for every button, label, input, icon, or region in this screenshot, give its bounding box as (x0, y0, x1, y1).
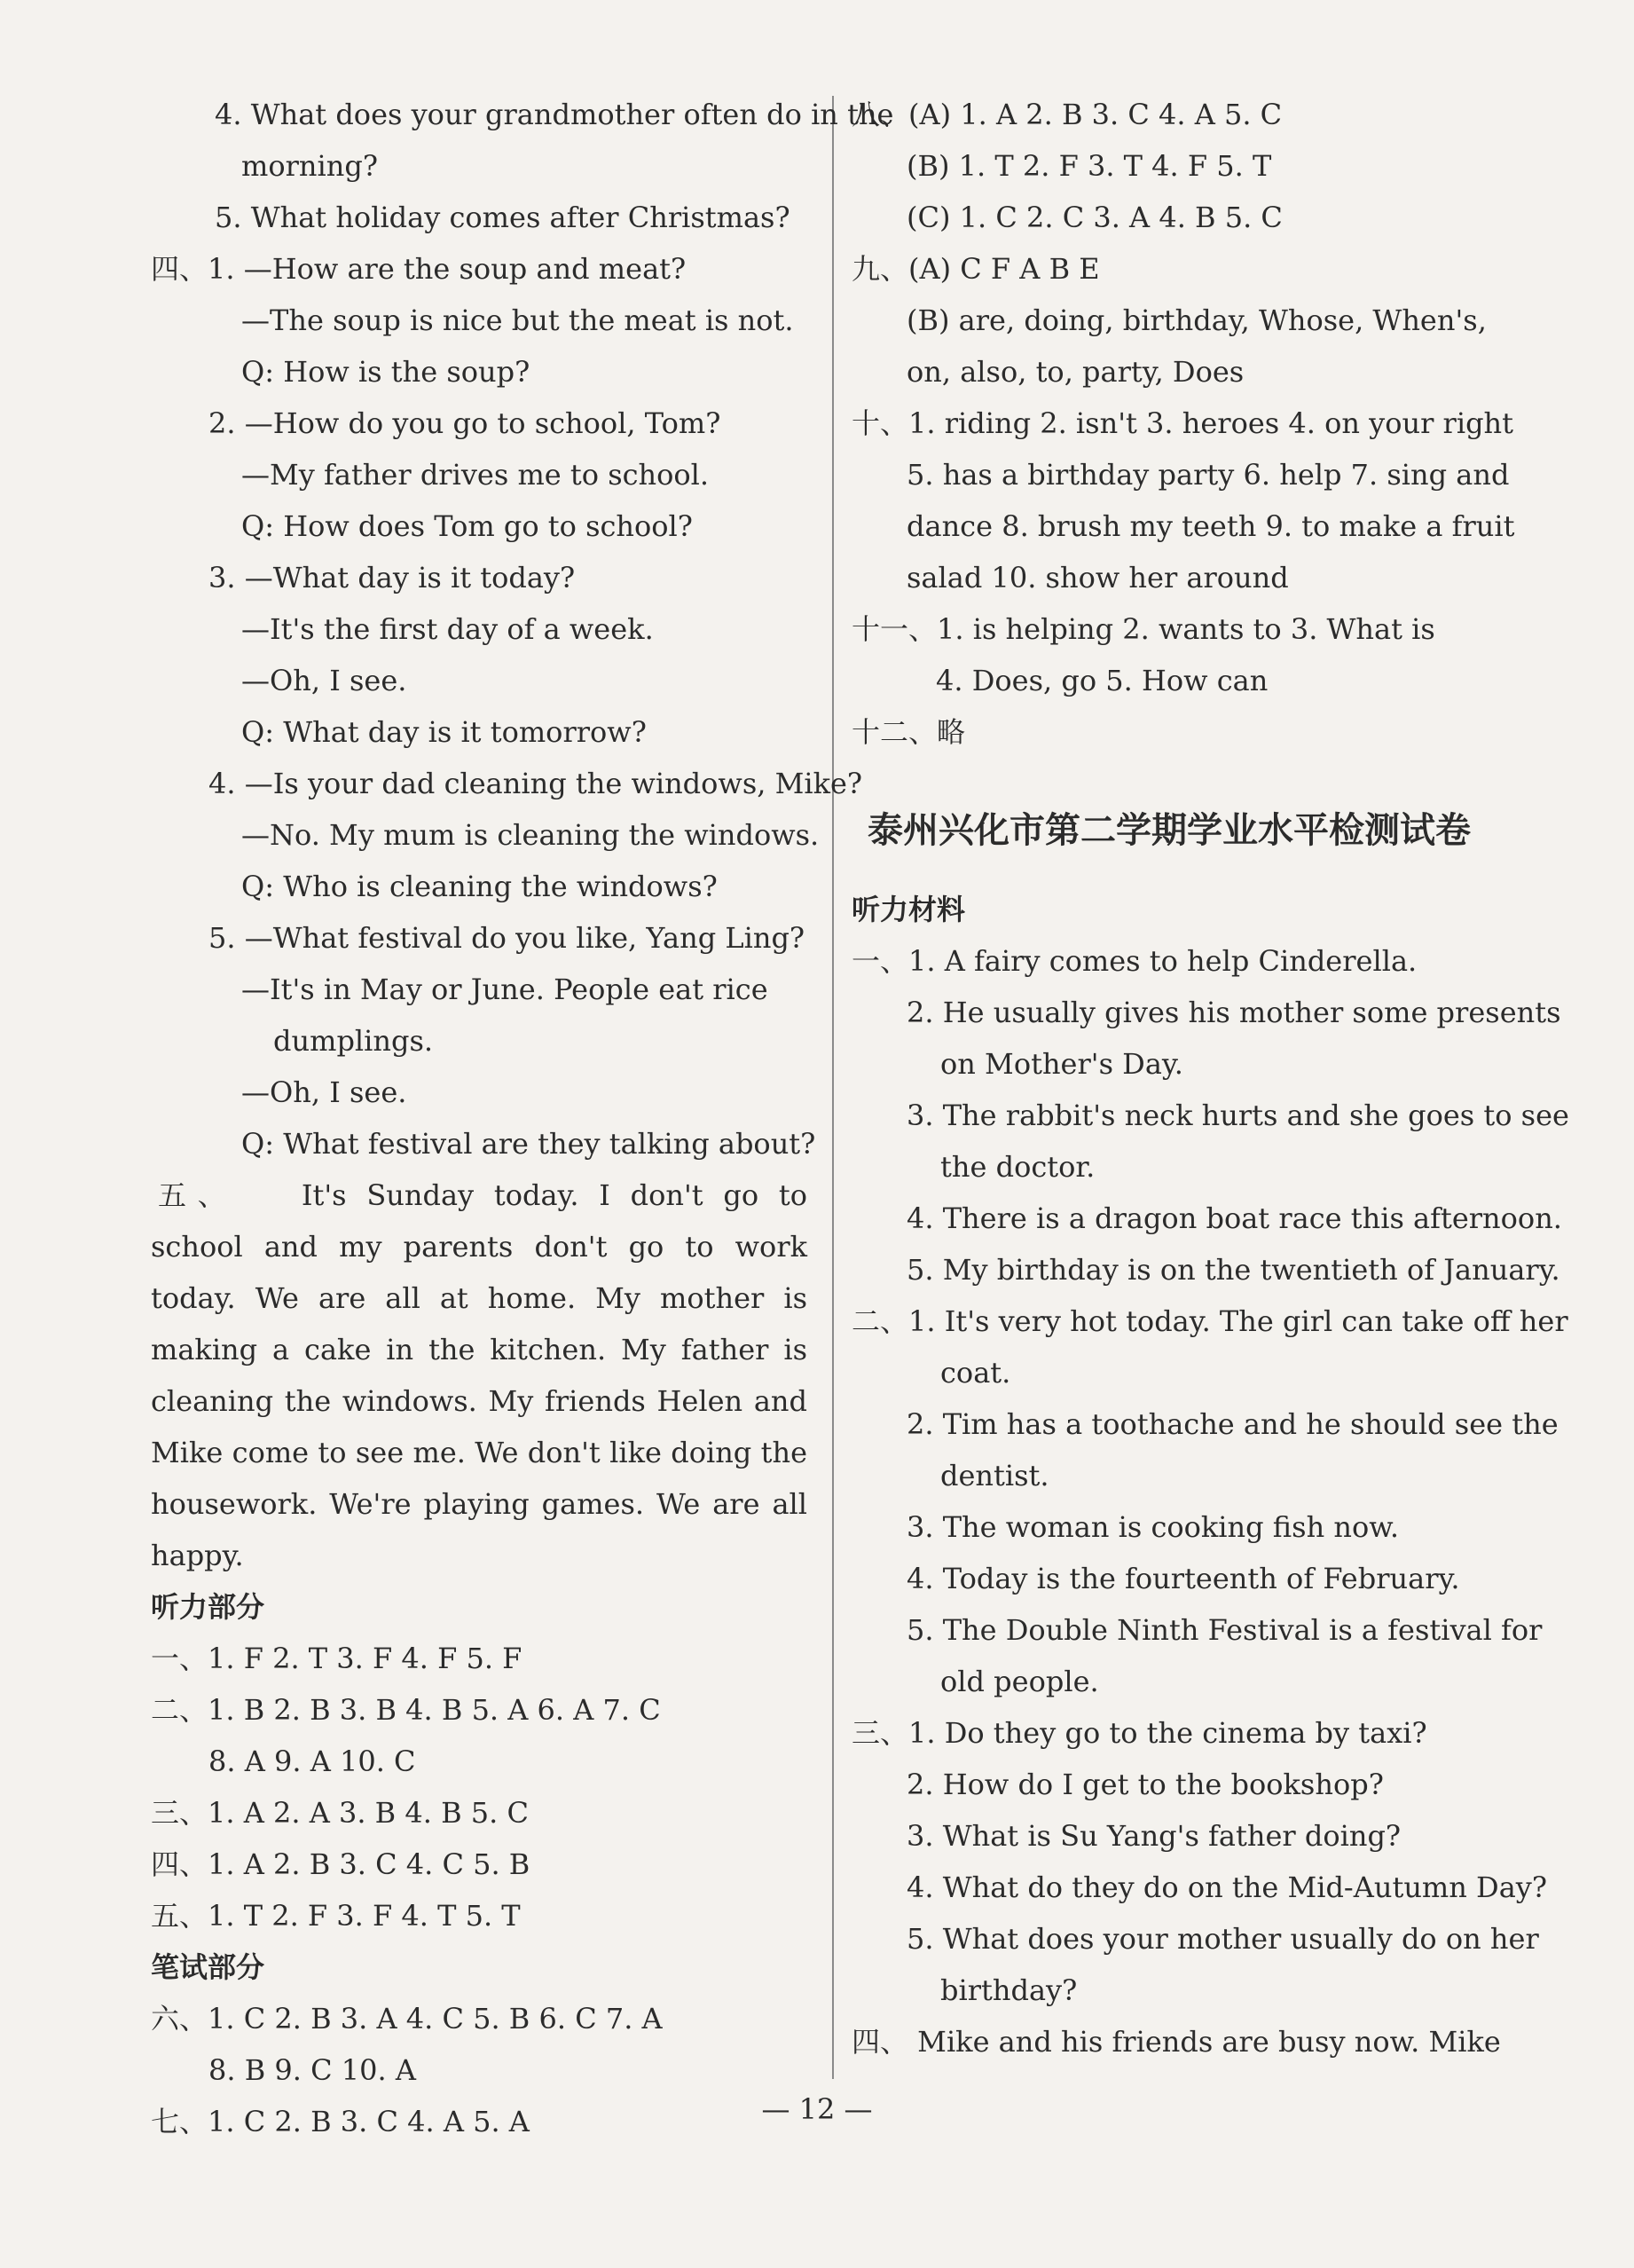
material-line: 5. My birthday is on the twentieth of January. (907, 1253, 1560, 1287)
answer-line: 二、1. B 2. B 3. B 4. B 5. A 6. A 7. C (151, 1693, 661, 1727)
answer-line: 听力部分 (151, 1590, 265, 1624)
answer-line: 8. A 9. A 10. C (208, 1744, 416, 1778)
question-line: 2. —How do you go to school, Tom? (208, 406, 721, 440)
answer-line: 4. Does, go 5. How can (936, 664, 1269, 697)
material-line: the doctor. (940, 1150, 1096, 1184)
passage-text: It's Sunday today. I don't go to school and my parents don't go to work today. We are all at home. My mother is making a cake in the kitchen. My father is cleaning the windows. My friends Helen and Mike come to see me. We don't like doing the housework. We're playing games. We are all happy. (151, 1178, 807, 1572)
material-line: 2. How do I get to the bookshop? (907, 1768, 1384, 1801)
answer-key-left (151, 1581, 807, 2147)
material-line: 3. The woman is cooking fish now. (907, 1510, 1399, 1544)
answer-line: 三、1. A 2. A 3. B 4. B 5. C (151, 1796, 529, 1830)
answer-line: 十二、略 (852, 715, 966, 749)
question-line: morning? (241, 149, 378, 183)
passage-label: 五、 (158, 1178, 238, 1212)
answer-line: 七、1. C 2. B 3. C 4. A 5. A (151, 2105, 530, 2138)
question-line: Q: How is the soup? (241, 355, 530, 389)
material-line: old people. (940, 1665, 1099, 1698)
material-line: on Mother's Day. (940, 1047, 1183, 1081)
material-line: 四、 Mike and his friends are busy now. Mike (852, 2025, 1501, 2059)
question-line: Q: What festival are they talking about? (241, 1127, 816, 1161)
question-line: —It's the first day of a week. (241, 612, 654, 646)
answer-line: 5. has a birthday party 6. help 7. sing and (907, 458, 1510, 492)
answer-line: (B) 1. T 2. F 3. T 4. F 5. T (907, 149, 1272, 183)
question-line: Q: How does Tom go to school? (241, 509, 693, 543)
material-line: 听力材料 (852, 893, 966, 926)
answer-line: 十一、1. is helping 2. wants to 3. What is (852, 612, 1435, 646)
answer-line: on, also, to, party, Does (907, 355, 1245, 389)
question-line: —It's in May or June. People eat rice (241, 973, 768, 1006)
material-line: 三、1. Do they go to the cinema by taxi? (852, 1716, 1427, 1750)
material-line: 2. He usually gives his mother some presents (907, 996, 1561, 1029)
right-answer-lines (852, 89, 1526, 758)
listening-material-lines (852, 884, 1569, 2067)
material-line: 2. Tim has a toothache and he should see the (907, 1407, 1559, 1441)
question-line: 3. —What day is it today? (208, 561, 576, 595)
question-line: 5. —What festival do you like, Yang Ling? (208, 921, 805, 955)
answer-line: 笔试部分 (151, 1950, 265, 1984)
material-line: birthday? (940, 1973, 1078, 2007)
question-line: —Oh, I see. (241, 1075, 407, 1109)
question-line: 四、1. —How are the soup and meat? (151, 252, 687, 286)
material-line: 4. There is a dragon boat race this afternoon. (907, 1201, 1562, 1235)
material-line: 5. The Double Ninth Festival is a festival for (907, 1613, 1543, 1647)
question-line: —No. My mum is cleaning the windows. (241, 818, 820, 852)
question-line: 5. What holiday comes after Christmas? (215, 201, 790, 234)
question-line: Q: What day is it tomorrow? (241, 715, 647, 749)
answer-line: 五、1. T 2. F 3. F 4. T 5. T (151, 1899, 521, 1933)
answer-line: dance 8. brush my teeth 9. to make a fruit (907, 509, 1515, 543)
question-line: —The soup is nice but the meat is not. (241, 303, 794, 337)
question-line: dumplings. (273, 1024, 434, 1058)
answer-line: (B) are, doing, birthday, Whose, When's, (907, 303, 1487, 337)
answer-line: (C) 1. C 2. C 3. A 4. B 5. C (907, 201, 1283, 234)
answer-line: 十、1. riding 2. isn't 3. heroes 4. on your right (852, 406, 1514, 440)
material-line: 4. Today is the fourteenth of February. (907, 1562, 1460, 1595)
material-line: 一、1. A fairy comes to help Cinderella. (852, 944, 1418, 978)
answer-line: salad 10. show her around (907, 561, 1289, 595)
answer-line: 8. B 9. C 10. A (208, 2053, 416, 2087)
material-line: coat. (940, 1356, 1011, 1390)
right-column (852, 89, 1569, 2067)
answer-line: 一、1. F 2. T 3. F 4. F 5. F (151, 1642, 522, 1675)
answer-line: 八、(A) 1. A 2. B 3. C 4. A 5. C (852, 98, 1283, 131)
question-line: Q: Who is cleaning the windows? (241, 870, 718, 903)
material-line: 4. What do they do on the Mid-Autumn Day? (907, 1870, 1548, 1904)
question-line: 4. What does your grandmother often do in the (215, 98, 894, 131)
material-line: dentist. (940, 1459, 1049, 1492)
material-line: 3. The rabbit's neck hurts and she goes to see (907, 1099, 1569, 1132)
material-line: 二、1. It's very hot today. The girl can take off her (852, 1304, 1568, 1338)
question-line: 4. —Is your dad cleaning the windows, Mike? (208, 767, 863, 800)
left-question-lines (151, 89, 894, 1169)
answer-line: 四、1. A 2. B 3. C 4. C 5. B (151, 1847, 530, 1881)
answer-line: 六、1. C 2. B 3. A 4. C 5. B 6. C 7. A (151, 2002, 663, 2036)
material-line: 3. What is Su Yang's father doing? (907, 1819, 1402, 1853)
section-title: 泰州兴化市第二学期学业水平检测试卷 (868, 810, 1471, 851)
column-divider (832, 96, 834, 2079)
question-line: —My father drives me to school. (241, 458, 710, 492)
page-number: — 12 — (761, 2092, 873, 2126)
passage-five (151, 1169, 807, 1581)
answer-line: 九、(A) C F A B E (852, 252, 1100, 286)
question-line: —Oh, I see. (241, 664, 407, 697)
material-line: 5. What does your mother usually do on her (907, 1922, 1539, 1956)
